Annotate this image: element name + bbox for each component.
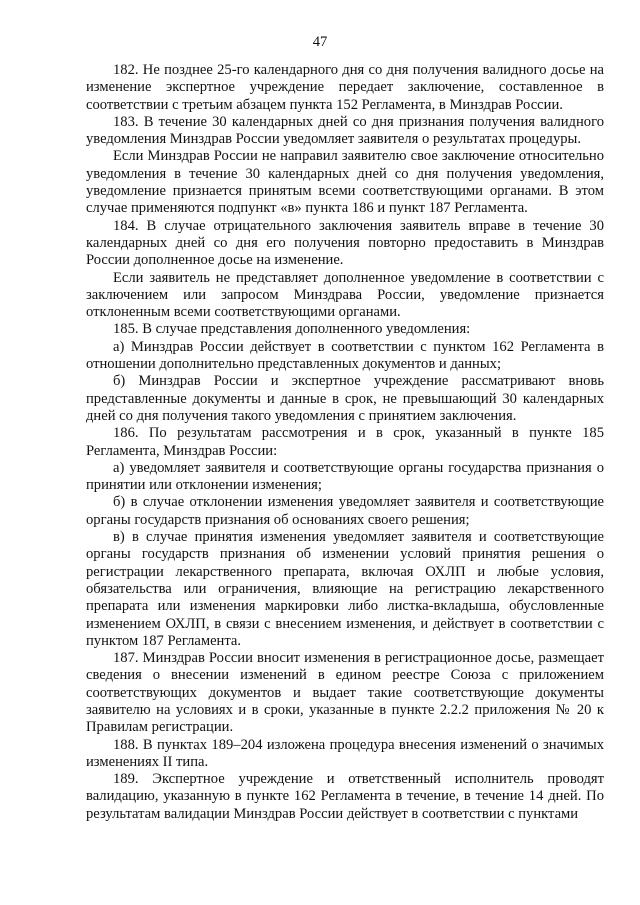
- paragraph-185: 185. В случае представления дополненного уведомления:: [113, 321, 471, 338]
- paragraph-185-b: б) Минздрав России и экспертное учреждение рассматривают вновь представленные документы и данные в срок, не превышающий 30 календарных дней со дня получения такого уведомления с принятием заключения.: [86, 373, 604, 424]
- paragraph-187: 187. Минздрав России вносит изменения в регистрационное досье, размещает сведения о внесении изменений в едином реестре Союза с приложением соответствующих документов и выдает такие соответствующие документы заявителю на условиях и в сроки, указанные в пункте 2.2.2 приложения № 20 к Правилам регистрации.: [86, 650, 604, 736]
- paragraph-186-v: в) в случае принятия изменения уведомляет заявителя и соответствующие органы государств признания об изменении условий принятия решения о регистрации лекарственного препарата, включая ОХЛП и любые условия, обязательства или ограничения, влияющие на регистрацию лекарственного препарата или изменения маркировки либо листка-вкладыша, обусловленные изменением ОХЛП, в связи с внесением изменения, и действует в соответствии с пунктом 187 Регламента.: [86, 529, 604, 649]
- paragraph-183: 183. В течение 30 календарных дней со дня признания получения валидного уведомления Минздрав России уведомляет заявителя о результатах процедуры.: [86, 113, 604, 148]
- page-number: 47: [312, 34, 328, 50]
- document-body: [86, 62, 604, 823]
- paragraph-186-b: б) в случае отклонении изменения уведомляет заявителя и соответствующие органы государств признания об основаниях своего решения;: [86, 494, 604, 528]
- paragraph-184-continued: Если заявитель не представляет дополненное уведомление в соответствии с заключением или запросом Минздрава России, уведомление признается отклоненным всеми соответствующими органами.: [86, 269, 604, 321]
- paragraph-188: 188. В пунктах 189–204 изложена процедура внесения изменений о значимых изменениях II типа.: [86, 736, 604, 770]
- paragraph-184: 184. В случае отрицательного заключения заявитель вправе в течение 30 календарных дней со дня его получения повторно предоставить в Минздрав России дополненное досье на изменение.: [86, 217, 604, 269]
- paragraph-185-a: а) Минздрав России действует в соответствии с пунктом 162 Регламента в отношении дополнительно представленных документов и данных;: [86, 338, 604, 373]
- paragraph-186: 186. По результатам рассмотрения и в срок, указанный в пункте 185 Регламента, Минздрав России:: [86, 425, 604, 459]
- paragraph-186-a: а) уведомляет заявителя и соответствующие органы государства признания о принятии или отклонении изменения;: [86, 459, 604, 494]
- paragraph-189: 189. Экспертное учреждение и ответственный исполнитель проводят валидацию, указанную в пункте 162 Регламента в течение, в течение 14 дней. По результатам валидации Минздрав России действует в соответствии с пунктами: [86, 771, 604, 822]
- paragraph-183-continued: Если Минздрав России не направил заявителю свое заключение относительно уведомления в течение 30 календарных дней со дня получения уведомления, уведомление признается принятым всеми соответствующими органами. В этом случае применяются подпункт «в» пункта 186 и пункт 187 Регламента.: [86, 148, 604, 217]
- paragraph-182: 182. Не позднее 25-го календарного дня со дня получения валидного досье на изменение экспертное учреждение передает заключение, составленное в соответствии с третьим абзацем пункта 152 Регламента, в Минздрав России.: [86, 62, 604, 113]
